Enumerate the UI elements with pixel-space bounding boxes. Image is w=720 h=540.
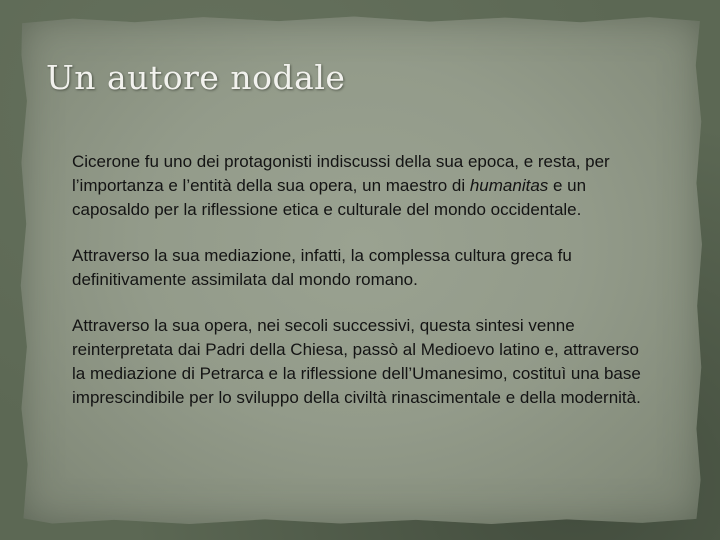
- slide-title: Un autore nodale: [46, 58, 346, 97]
- slide-body: [72, 150, 642, 432]
- paragraph-text: Cicerone fu uno dei protagonisti indiscussi della sua epoca, e resta, per l’importanza e l’entità della sua opera, un maestro di: [72, 152, 610, 195]
- paragraph-mediazione: Attraverso la sua mediazione, infatti, la complessa cultura greca fu definitivamente assimilata dal mondo romano.: [72, 246, 572, 289]
- emphasis-humanitas: humanitas: [469, 176, 549, 195]
- paragraph-eredita: Attraverso la sua opera, nei secoli successivi, questa sintesi venne reinterpretata dai Padri della Chiesa, passò al Medioevo latino e, attraverso la mediazione di Petrarca e la riflessione dell’Umanesimo, costituì una base imprescindibile per lo sviluppo della civiltà rinascimentale e della modernità.: [72, 316, 641, 407]
- paragraph-text: e un caposaldo per la riflessione etica e culturale del mondo occidentale.: [72, 176, 587, 219]
- paragraph-cicerone: [72, 150, 642, 222]
